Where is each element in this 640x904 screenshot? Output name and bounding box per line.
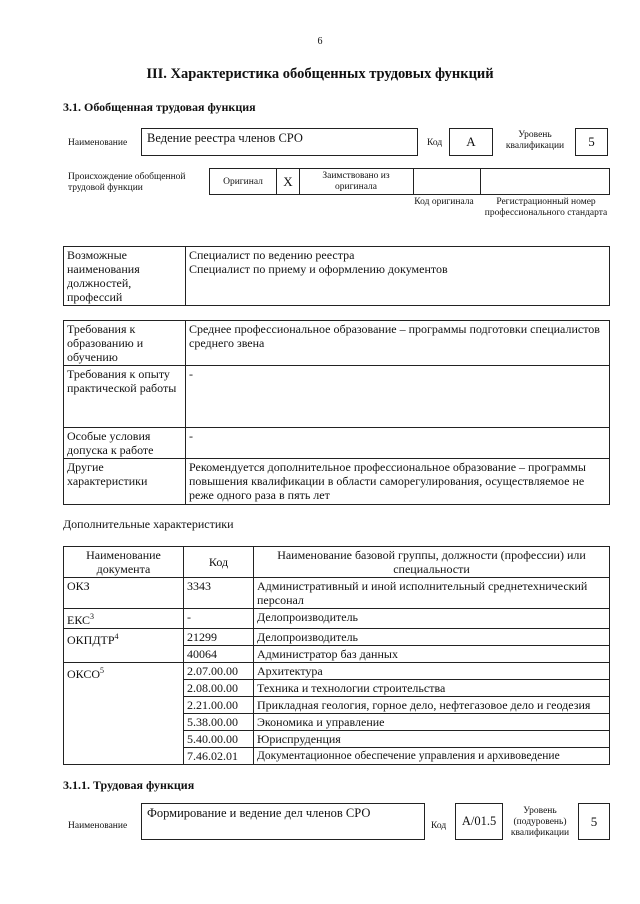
- generalized-function-heading: 3.1. Обобщенная трудовая функция: [63, 100, 256, 114]
- reg-number-caption: Регистрационный номер профессионального стандарта: [484, 197, 608, 218]
- position-item: Специалист по приему и оформлению документов: [189, 262, 448, 276]
- table-row-doc: ОКЗ: [64, 578, 184, 609]
- req-label: Особые условия допуска к работе: [64, 428, 186, 459]
- req-label: Требования к опыту практической работы: [64, 366, 186, 428]
- table-row-code: 21299: [184, 629, 254, 646]
- borrowed-label: Заимствовано из оригинала: [322, 171, 390, 192]
- table-row-code: 2.07.00.00: [184, 663, 254, 680]
- table-row-name: Техника и технологии строительства: [254, 680, 610, 697]
- req-value: Среднее профессиональное образование – программы подготовки специалистов среднего звена: [186, 321, 610, 366]
- lf-level-label: Уровень (подуровень) квалификации: [510, 806, 570, 838]
- table-row-doc: ОКПДТР$^4$: [64, 629, 184, 663]
- section-title: III. Характеристика обобщенных трудовых функций: [146, 66, 494, 82]
- position-item: Специалист по ведению реестра: [189, 248, 355, 262]
- req-value: Рекомендуется дополнительное профессиональное образование – программы повышения квалификации в области саморегулирования, осуществляемое не реже одного раза в пять лет: [186, 459, 610, 505]
- column-header: Наименование документа: [64, 547, 184, 578]
- footnote-ref: 5: [100, 666, 105, 675]
- table-row-name: Экономика и управление: [254, 714, 610, 731]
- gf-name-value: Ведение реестра членов СРО: [141, 128, 418, 156]
- additional-table: [63, 546, 610, 765]
- gf-code-value: A: [449, 128, 493, 156]
- requirements-table: [63, 320, 610, 505]
- req-value: -: [186, 428, 610, 459]
- table-row-code: 5.40.00.00: [184, 731, 254, 748]
- table-row-name: Административный и иной исполнительный среднетехнический персонал: [254, 578, 610, 609]
- table-row-code: 5.38.00.00: [184, 714, 254, 731]
- table-row-doc: ЕКС$^3$: [64, 609, 184, 629]
- table-row-name: Администратор баз данных: [254, 646, 610, 663]
- divider: [480, 169, 481, 194]
- req-label: Требования к образованию и обучению: [64, 321, 186, 366]
- additional-heading: Дополнительные характеристики: [63, 517, 234, 531]
- labor-function-heading: 3.1.1. Трудовая функция: [63, 778, 195, 792]
- lf-name-value: Формирование и ведение дел членов СРО: [141, 803, 425, 840]
- req-label: Другие характеристики: [64, 459, 186, 505]
- table-row-name: Прикладная геология, горное дело, нефтегазовое дело и геодезия: [254, 697, 610, 714]
- divider: [413, 169, 414, 194]
- footnote-ref: 4: [114, 632, 119, 641]
- positions-values: [186, 247, 610, 306]
- table-row-doc: ОКСО$^5$: [64, 663, 184, 765]
- footnote-ref: 3: [90, 612, 95, 621]
- lf-code-label: Код: [431, 821, 447, 831]
- origin-table: [209, 168, 610, 195]
- divider: [299, 169, 300, 194]
- column-header: Код: [184, 547, 254, 578]
- positions-label: Возможные наименования должностей, профессий: [64, 247, 186, 306]
- table-row-name: Документационное обеспечение управления и архивоведение: [254, 748, 610, 765]
- req-value: -: [186, 366, 610, 428]
- table-row-name: Делопроизводитель: [254, 609, 610, 629]
- table-row-code: 3343: [184, 578, 254, 609]
- page-number: 6: [317, 36, 323, 47]
- table-row-name: Делопроизводитель: [254, 629, 610, 646]
- lf-name-label: Наименование: [68, 821, 128, 831]
- origin-code-caption: Код оригинала: [414, 197, 474, 207]
- original-mark: X: [283, 174, 293, 189]
- table-row-name: Архитектура: [254, 663, 610, 680]
- table-row-code: 2.08.00.00: [184, 680, 254, 697]
- lf-level-value: 5: [578, 803, 610, 840]
- table-row-code: -: [184, 609, 254, 629]
- table-row-code: 7.46.02.01: [184, 748, 254, 765]
- gf-level-label: Уровень квалификации: [505, 130, 565, 151]
- positions-table: [63, 246, 610, 306]
- gf-code-label: Код: [427, 138, 443, 148]
- gf-name-label: Наименование: [68, 138, 128, 148]
- original-label: Оригинал: [223, 177, 263, 187]
- column-header: Наименование базовой группы, должности (профессии) или специальности: [254, 547, 610, 578]
- table-row-name: Юриспруденция: [254, 731, 610, 748]
- gf-level-value: 5: [575, 128, 608, 156]
- lf-code-value: A/01.5: [455, 803, 503, 840]
- table-row-code: 40064: [184, 646, 254, 663]
- table-row-code: 2.21.00.00: [184, 697, 254, 714]
- origin-label: Происхождение обобщенной трудовой функции: [68, 172, 186, 193]
